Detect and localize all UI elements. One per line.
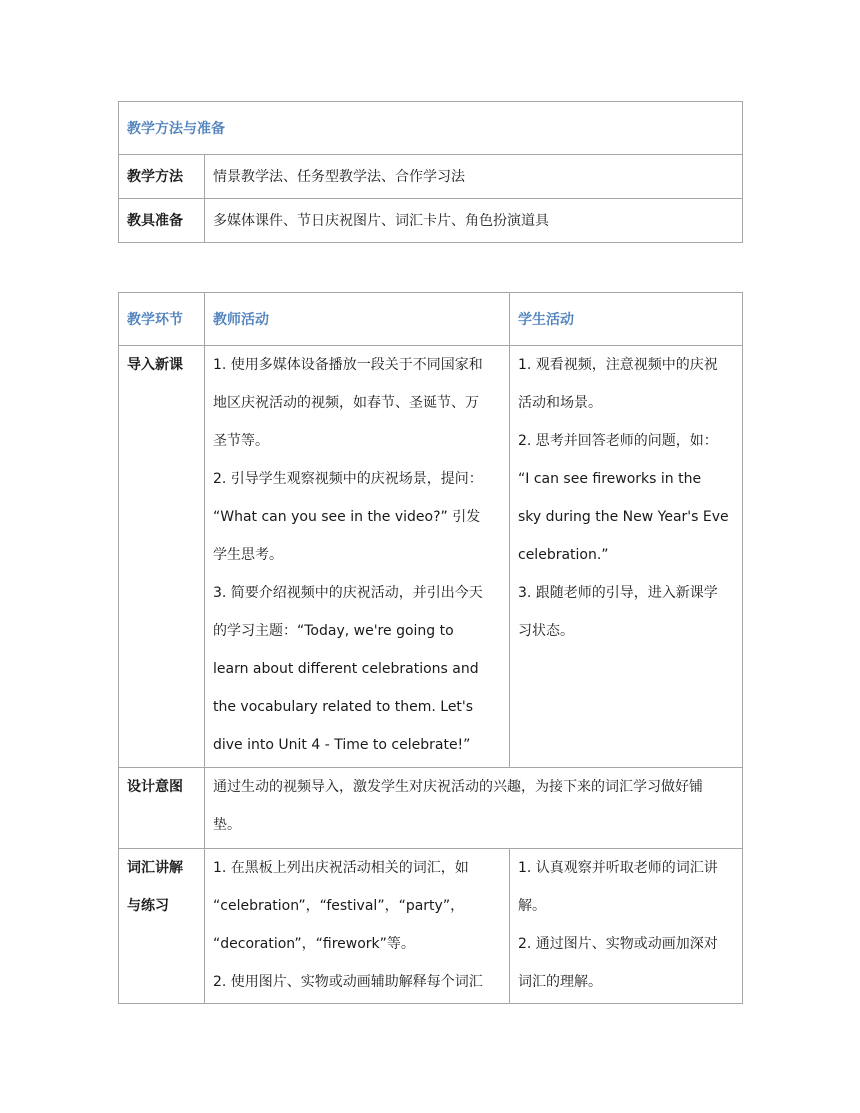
intro-row	[119, 346, 743, 768]
table-row	[119, 155, 743, 199]
text-line: 2. 通过图片、实物或动画加深对	[518, 936, 718, 952]
header-student: 学生活动	[510, 293, 743, 346]
text-line: 2. 使用图片、实物或动画辅助解释每个词汇	[213, 974, 483, 990]
teaching-process-table	[118, 292, 743, 1004]
text-line: 1. 使用多媒体设备播放一段关于不同国家和	[213, 357, 483, 373]
text-line: 1. 认真观察并听取老师的词汇讲	[518, 860, 718, 876]
method-label: 教学方法	[119, 155, 205, 199]
text-line: “celebration”，“festival”，“party”，	[213, 898, 465, 914]
table-row	[119, 199, 743, 243]
tools-label: 教具准备	[119, 199, 205, 243]
text-line: “decoration”，“firework”等。	[213, 936, 415, 952]
vocab-teacher-activity	[205, 849, 510, 1004]
text-line: 的学习主题：“Today, we're going to	[213, 623, 454, 639]
text-line: 1. 在黑板上列出庆祝活动相关的词汇，如	[213, 860, 469, 876]
header-row	[119, 293, 743, 346]
text-line: dive into Unit 4 - Time to celebrate!”	[213, 737, 471, 753]
intro-student-activity	[510, 346, 743, 768]
intro-stage: 导入新课	[119, 346, 205, 768]
vocab-student-activity	[510, 849, 743, 1004]
text-line: 词汇的理解。	[518, 974, 602, 990]
text-line: 解。	[518, 898, 546, 914]
text-line: 地区庆祝活动的视频，如春节、圣诞节、万	[213, 395, 479, 411]
method-value: 情景教学法、任务型教学法、合作学习法	[205, 155, 743, 199]
header-teacher: 教师活动	[205, 293, 510, 346]
text-line: 3. 简要介绍视频中的庆祝活动，并引出今天	[213, 585, 483, 601]
design-row	[119, 768, 743, 849]
text-line: 与练习	[127, 898, 169, 914]
text-line: 3. 跟随老师的引导，进入新课学	[518, 585, 718, 601]
text-line: “I can see fireworks in the	[518, 471, 702, 487]
text-line: celebration.”	[518, 547, 609, 563]
intro-teacher-activity	[205, 346, 510, 768]
vocab-row	[119, 849, 743, 1004]
text-line: 活动和场景。	[518, 395, 602, 411]
table-title: 教学方法与准备	[119, 102, 743, 155]
text-line: 2. 引导学生观察视频中的庆祝场景，提问：	[213, 471, 483, 487]
header-stage: 教学环节	[119, 293, 205, 346]
text-line: the vocabulary related to them. Let's	[213, 699, 474, 715]
text-line: 习状态。	[518, 623, 574, 639]
design-intent	[205, 768, 743, 849]
text-line: learn about different celebrations and	[213, 661, 479, 677]
text-line: 通过生动的视频导入，激发学生对庆祝活动的兴趣，为接下来的词汇学习做好铺	[213, 779, 703, 795]
tools-value: 多媒体课件、节日庆祝图片、词汇卡片、角色扮演道具	[205, 199, 743, 243]
text-line: sky during the New Year's Eve	[518, 509, 729, 525]
teaching-method-table	[118, 101, 743, 243]
text-line: 垫。	[213, 817, 241, 833]
text-line: “What can you see in the video?” 引发	[213, 509, 481, 525]
text-line: 1. 观看视频，注意视频中的庆祝	[518, 357, 718, 373]
text-line: 学生思考。	[213, 547, 283, 563]
design-stage: 设计意图	[119, 768, 205, 849]
text-line: 圣节等。	[213, 433, 269, 449]
vocab-stage	[119, 849, 205, 1004]
text-line: 词汇讲解	[127, 860, 183, 876]
text-line: 2. 思考并回答老师的问题，如：	[518, 433, 718, 449]
